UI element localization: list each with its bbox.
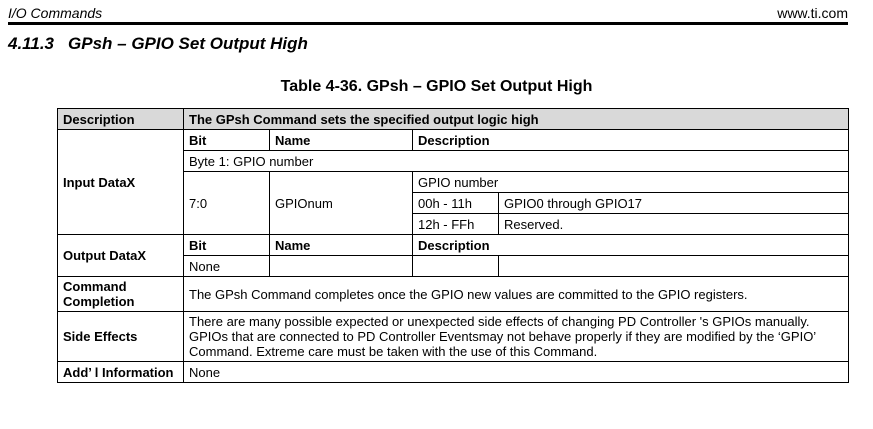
table-row — [58, 277, 849, 312]
output-name — [270, 256, 413, 277]
input-bit: 7:0 — [184, 172, 270, 235]
table-row — [58, 235, 849, 256]
completion-label-line2: Completion — [63, 294, 135, 309]
header-section-title: I/O Commands — [8, 5, 103, 21]
section-heading — [8, 34, 308, 54]
input-byte1: Byte 1: GPIO number — [184, 151, 849, 172]
command-completion-value: The GPsh Command completes once the GPIO new values are committed to the GPIO registers. — [184, 277, 849, 312]
output-col-name: Name — [270, 235, 413, 256]
output-description — [413, 256, 499, 277]
side-effects-value: There are many possible expected or unexpected side effects of changing PD Controller 's GPIOs manually. GPIOs that are connected to PD Controller Eventsmay not behave properly if they are modified by the ‘GPIO’ Command. Extreme care must be taken with the use of this Command. — [184, 312, 849, 362]
description-value: The GPsh Command sets the specified output logic high — [184, 109, 849, 130]
header-rule — [8, 22, 848, 25]
value-code: 00h - 11h — [413, 193, 499, 214]
output-col-bit: Bit — [184, 235, 270, 256]
section-number: 4.11.3 — [8, 34, 55, 53]
output-col-description: Description — [413, 235, 849, 256]
description-label: Description — [58, 109, 184, 130]
output-description-extra — [499, 256, 849, 277]
section-title: GPsh – GPIO Set Output High — [68, 34, 308, 53]
table-caption: Table 4-36. GPsh – GPIO Set Output High — [280, 78, 593, 95]
table-row — [58, 312, 849, 362]
output-bit: None — [184, 256, 270, 277]
value-meaning: Reserved. — [499, 214, 849, 235]
header-url: www.ti.com — [777, 5, 848, 21]
page-header — [8, 4, 848, 22]
table-row — [58, 362, 849, 383]
additional-info-value: None — [184, 362, 849, 383]
input-col-bit: Bit — [184, 130, 270, 151]
additional-info-label: Add’ l Information — [58, 362, 184, 383]
input-col-name: Name — [270, 130, 413, 151]
value-meaning: GPIO0 through GPIO17 — [499, 193, 849, 214]
value-code: 12h - FFh — [413, 214, 499, 235]
table-row — [58, 130, 849, 151]
input-col-description: Description — [413, 130, 849, 151]
command-completion-label — [58, 277, 184, 312]
completion-label-line1: Command — [63, 279, 127, 294]
input-datax-label: Input DataX — [58, 130, 184, 235]
table-row — [58, 109, 849, 130]
side-effects-label: Side Effects — [58, 312, 184, 362]
input-description: GPIO number — [413, 172, 849, 193]
output-datax-label: Output DataX — [58, 235, 184, 277]
input-name: GPIOnum — [270, 172, 413, 235]
command-table — [57, 108, 849, 383]
